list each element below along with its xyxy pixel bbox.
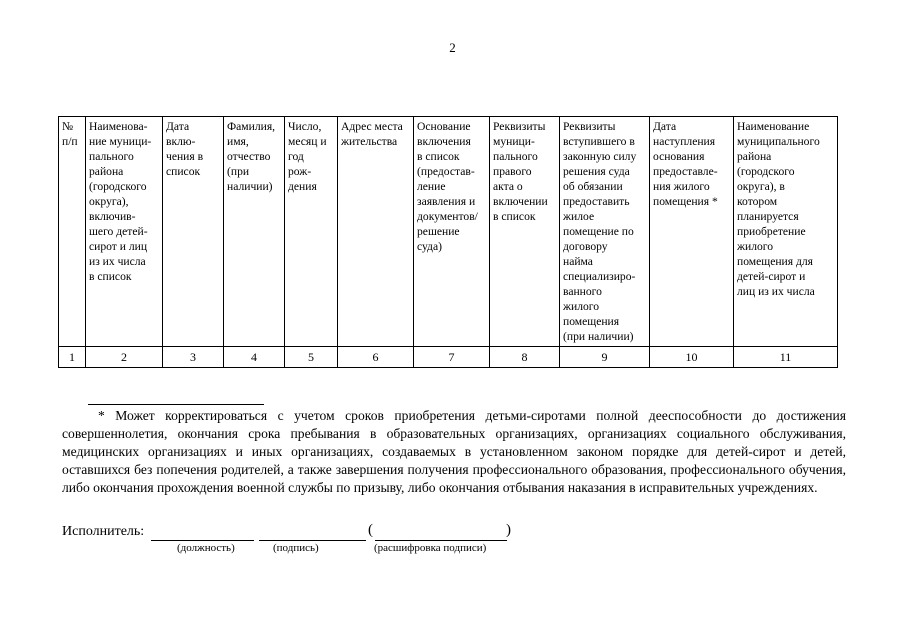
column-number-3: 3 [163, 347, 224, 368]
close-paren: ) [506, 522, 511, 538]
transcript-caption: (расшифровка подписи) [374, 542, 487, 554]
header-line: жилое [563, 210, 595, 223]
header-line: месяц и [288, 135, 327, 148]
header-line: жилого [563, 300, 600, 313]
footnote-text: * Может корректироваться с учетом сроков приобретения детьми-сиротами полной дееспособности до достижения совершеннолетия, окончания срока пребывания в образовательных организациях, организациях социального обслуживания, медицинских организациях и иных организациях, создаваемых в установленном законом порядке для детей-сирот и детей, оставшихся без попечения родителей, а также завершения получения профессионального образования, профессионального обучения, либо окончания прохождения военной службы по призыву, либо окончания отбывания наказания в исправительных учреждениях. [62, 408, 846, 495]
header-line: Наименова- [89, 120, 148, 133]
header-line: жительства [341, 135, 398, 148]
header-line: (при [227, 165, 250, 178]
header-line: Фамилия, [227, 120, 276, 133]
header-line: пального [89, 150, 134, 163]
header-line: помещения для [737, 255, 813, 268]
register-table [58, 116, 838, 368]
header-line: п/п [62, 135, 78, 148]
header-line: приобретение [737, 225, 806, 238]
header-line: вступившего в [563, 135, 635, 148]
header-cell-11 [734, 117, 838, 347]
header-line: предоставить [563, 195, 630, 208]
header-line: об обязании [563, 180, 623, 193]
header-line: решение [417, 225, 460, 238]
header-line: Наименование [737, 120, 810, 133]
header-line: основания [653, 150, 705, 163]
column-number-7: 7 [414, 347, 490, 368]
header-line: Дата [653, 120, 677, 133]
executor-label: Исполнитель: [62, 524, 145, 539]
column-number-row [59, 347, 838, 368]
header-cell-4 [224, 117, 285, 347]
header-line: чения в [166, 150, 204, 163]
header-line: наступления [653, 135, 716, 148]
header-line: наличии) [227, 180, 273, 193]
header-line: Адрес места [341, 120, 403, 133]
header-line: из их числа [89, 255, 146, 268]
header-line: законную силу [563, 150, 637, 163]
header-line: предоставле- [653, 165, 718, 178]
header-line: (предостав- [417, 165, 475, 178]
header-cell-10 [650, 117, 734, 347]
page-number: 2 [449, 40, 456, 55]
header-line: муници- [493, 135, 535, 148]
header-line: включении [493, 195, 548, 208]
header-line: документов/ [417, 210, 478, 223]
header-cell-5 [285, 117, 338, 347]
header-line: района [737, 150, 772, 163]
header-line: котором [737, 195, 778, 208]
header-line: отчество [227, 150, 271, 163]
header-line: договору [563, 240, 608, 253]
header-line: округа), [89, 195, 129, 208]
header-line: шего детей- [89, 225, 148, 238]
column-number-9: 9 [560, 347, 650, 368]
column-number-4: 4 [224, 347, 285, 368]
column-number-2: 2 [86, 347, 163, 368]
signature-line [259, 540, 366, 541]
column-number-5: 5 [285, 347, 338, 368]
header-line: Число, [288, 120, 322, 133]
header-cell-6 [338, 117, 414, 347]
column-number-8: 8 [490, 347, 560, 368]
header-line: помещения [563, 315, 620, 328]
header-line: в список [89, 270, 132, 283]
column-number-1: 1 [59, 347, 86, 368]
header-line: района [89, 165, 124, 178]
position-line [151, 540, 254, 541]
header-cell-8 [490, 117, 560, 347]
header-line: специализиро- [563, 270, 636, 283]
column-number-10: 10 [650, 347, 734, 368]
header-line: год [288, 150, 304, 163]
header-line: (городского [737, 165, 795, 178]
header-line: помещение по [563, 225, 634, 238]
header-row [59, 117, 838, 347]
header-line: Дата [166, 120, 190, 133]
header-line: заявления и [417, 195, 476, 208]
header-line: Основание [417, 120, 471, 133]
header-line: вклю- [166, 135, 196, 148]
header-line: список [166, 165, 201, 178]
header-line: ление [417, 180, 446, 193]
header-line: в список [417, 150, 460, 163]
header-line: ния жилого [653, 180, 710, 193]
header-line: № [62, 120, 74, 133]
header-line: акта о [493, 180, 523, 193]
header-line: Реквизиты [493, 120, 546, 133]
header-line: муниципального [737, 135, 820, 148]
header-line: округа), в [737, 180, 785, 193]
header-line: жилого [737, 240, 774, 253]
header-line: сирот и лиц [89, 240, 148, 253]
open-paren: ( [368, 522, 373, 538]
header-line: в список [493, 210, 536, 223]
header-line: ванного [563, 285, 602, 298]
header-line: детей-сирот и [737, 270, 806, 283]
header-line: найма [563, 255, 593, 268]
header-cell-9 [560, 117, 650, 347]
header-line: (при наличии) [563, 330, 634, 343]
footnote-rule [88, 404, 264, 405]
header-line: решения суда [563, 165, 630, 178]
header-line: Реквизиты [563, 120, 616, 133]
position-caption: (должность) [177, 542, 235, 554]
transcript-line [375, 540, 507, 541]
header-cell-1 [59, 117, 86, 347]
header-cell-3 [163, 117, 224, 347]
header-line: дения [288, 180, 317, 193]
header-line: помещения * [653, 195, 718, 208]
header-line: включив- [89, 210, 136, 223]
header-cell-7 [414, 117, 490, 347]
header-line: ние муници- [89, 135, 152, 148]
header-line: пального [493, 150, 538, 163]
header-line: имя, [227, 135, 249, 148]
header-cell-2 [86, 117, 163, 347]
signature-caption: (подпись) [273, 542, 319, 554]
header-line: правого [493, 165, 532, 178]
column-number-6: 6 [338, 347, 414, 368]
header-line: суда) [417, 240, 442, 253]
header-line: рож- [288, 165, 312, 178]
header-line: лиц из их числа [737, 285, 815, 298]
header-line: включения [417, 135, 471, 148]
column-number-11: 11 [734, 347, 838, 368]
header-line: планируется [737, 210, 799, 223]
header-line: (городского [89, 180, 147, 193]
